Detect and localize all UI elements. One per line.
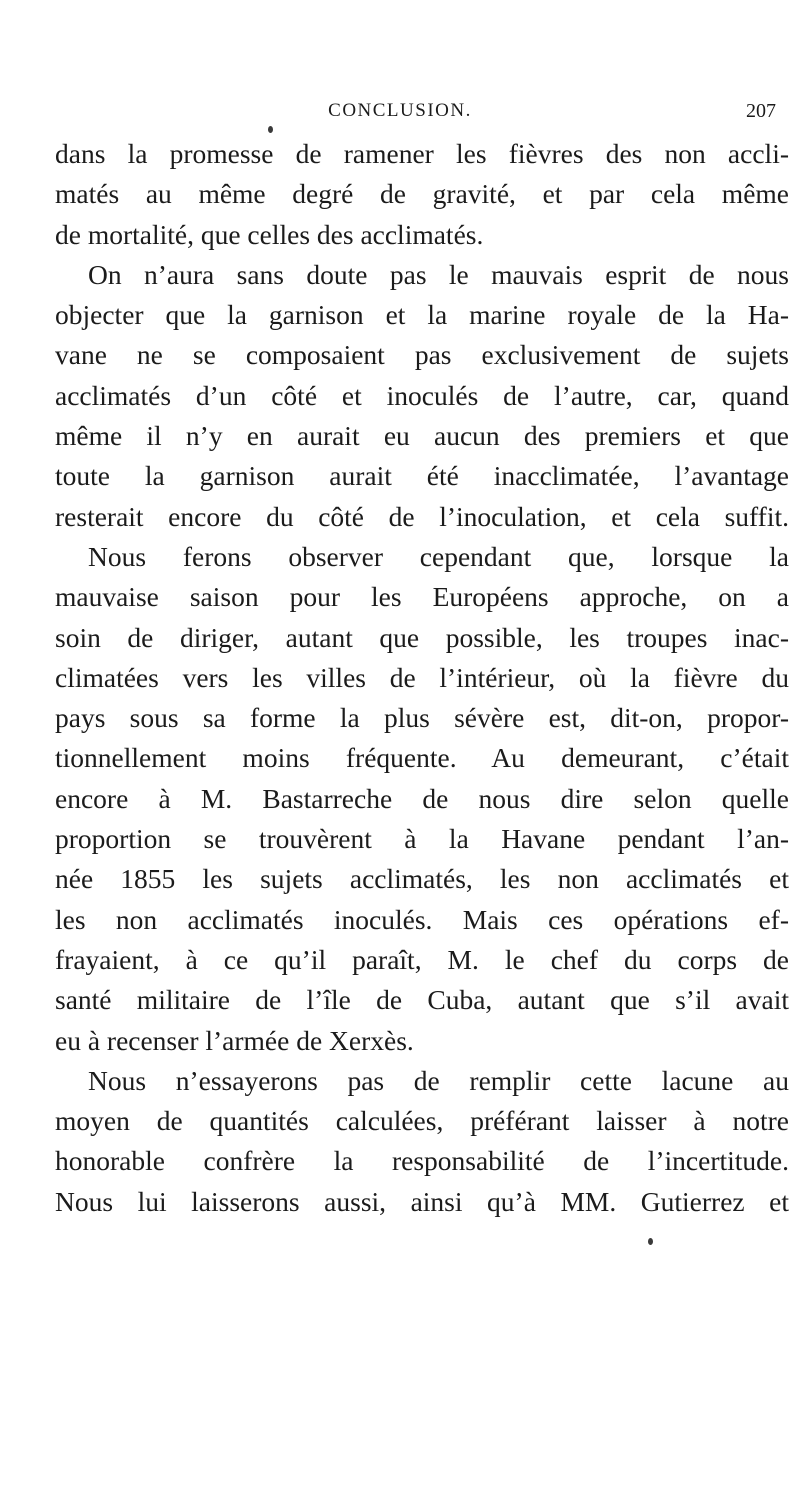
text-line: On n’aura sans doute pas le mauvais esprit de nous	[88, 258, 789, 290]
running-head	[0, 100, 800, 130]
text-line: mauvaise saison pour les Européens approche, on a	[55, 581, 789, 613]
text-line: dans la promesse de ramener les fièvres des non accli-	[55, 138, 789, 169]
text-line: frayaient, à ce qu’il paraît, M. le chef du corps de	[55, 943, 789, 975]
text-line: les non acclimatés inoculés. Mais ces opérations ef-	[55, 903, 789, 935]
body-text	[55, 134, 789, 1222]
page-number: 207	[746, 100, 776, 122]
text-line: tionnellement moins fréquente. Au demeurant, c’était	[55, 742, 789, 774]
text-line: de mortalité, que celles des acclimatés.	[55, 218, 484, 250]
text-line: Nous ferons observer cependant que, lorsque la	[88, 540, 789, 572]
text-line: matés au même degré de gravité, et par cela même	[55, 178, 789, 210]
text-line: soin de diriger, autant que possible, les troupes inac-	[55, 621, 789, 653]
text-line: objecter que la garnison et la marine royale de la Ha-	[55, 299, 789, 331]
text-line: née 1855 les sujets acclimatés, les non acclimatés et	[55, 863, 789, 895]
text-line: encore à M. Bastarreche de nous dire selon quelle	[55, 782, 789, 814]
text-line: santé militaire de l’île de Cuba, autant que s’il avait	[55, 984, 789, 1016]
print-speck	[268, 126, 273, 133]
text-line: vane ne se composaient pas exclusivement de sujets	[55, 339, 789, 371]
text-line: toute la garnison aurait été inacclimatée, l’avantage	[55, 460, 789, 492]
text-line: acclimatés d’un côté et inoculés de l’autre, car, quand	[55, 379, 789, 411]
text-line: Nous n’essayerons pas de remplir cette lacune au	[88, 1064, 789, 1096]
text-line: moyen de quantités calculées, préférant laisser à notre	[55, 1105, 789, 1137]
text-line: pays sous sa forme la plus sévère est, dit-on, propor-	[55, 702, 789, 734]
text-line: honorable confrère la responsabilité de l’incertitude.	[55, 1145, 789, 1177]
text-line: proportion se trouvèrent à la Havane pendant l’an-	[55, 823, 789, 855]
text-line: resterait encore du côté de l’inoculation, et cela suffit.	[55, 500, 789, 532]
text-line: Nous lui laisserons aussi, ainsi qu’à MM. Gutierrez et	[55, 1185, 789, 1217]
running-title: CONCLUSION.	[328, 100, 472, 121]
print-speck	[648, 1238, 653, 1245]
text-line: même il n’y en aurait eu aucun des premiers et que	[55, 420, 789, 452]
text-line: eu à recenser l’armée de Xerxès.	[55, 1024, 414, 1056]
text-line: climatées vers les villes de l’intérieur, où la fièvre du	[55, 661, 789, 693]
